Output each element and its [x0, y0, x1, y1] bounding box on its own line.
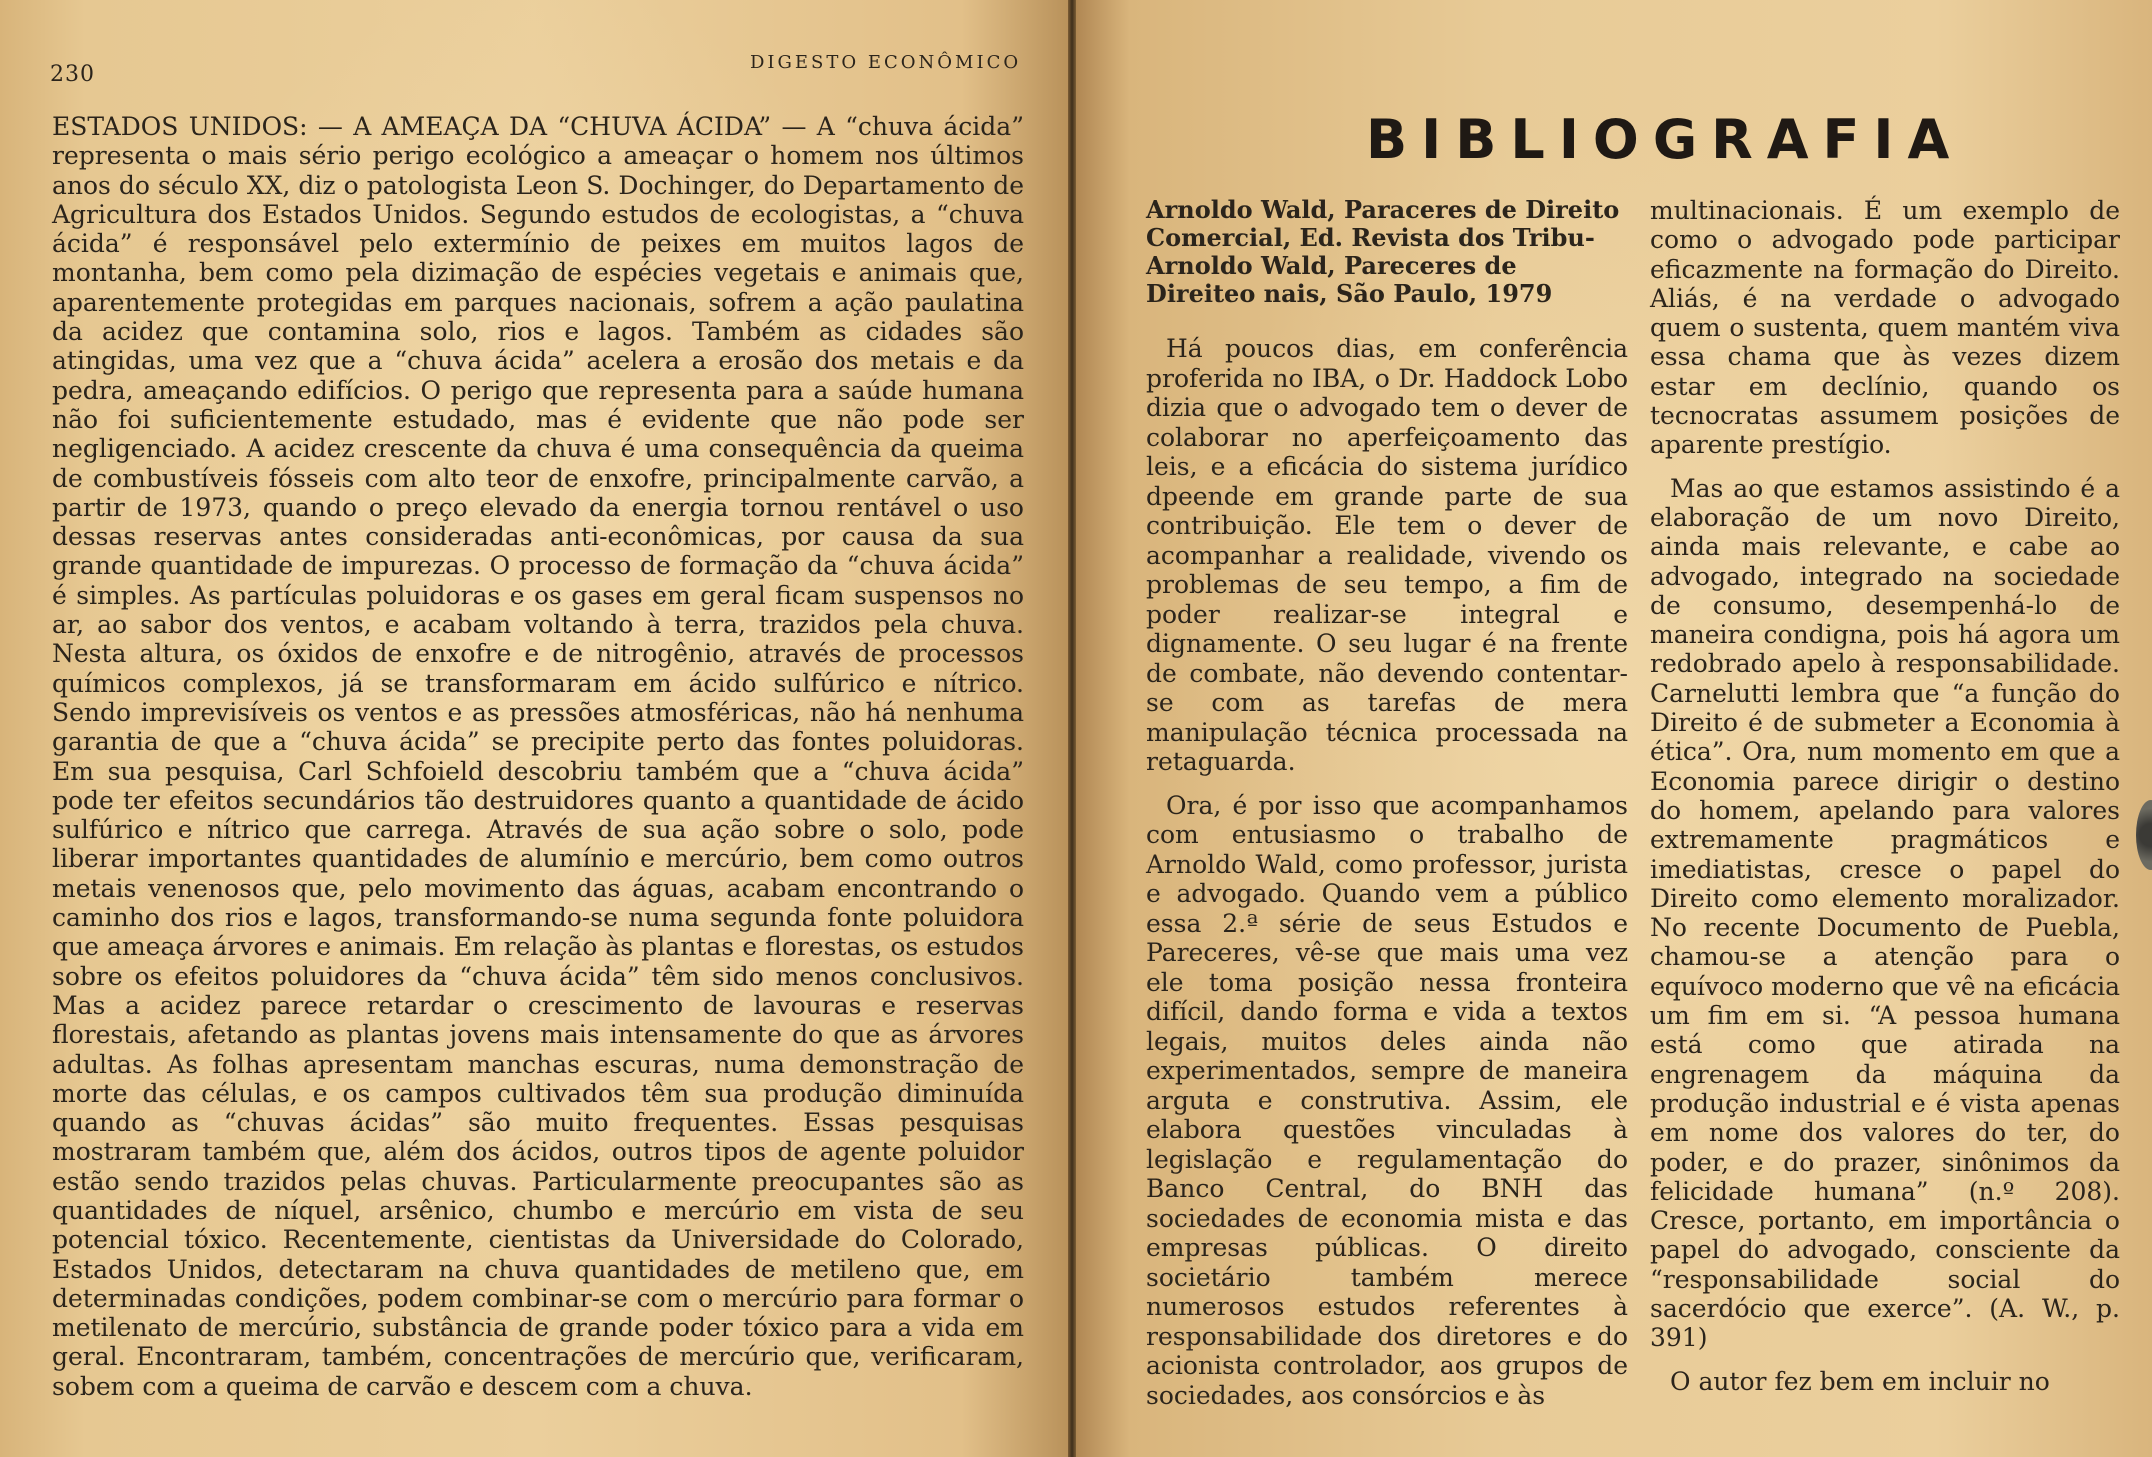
review-column-2 [1650, 196, 2120, 1396]
page-number: 230 [50, 62, 95, 87]
book-reference: Arnoldo Wald, Paraceres de Direito Comercial, Ed. Revista dos Tribu- Arnoldo Wald, Pareceres de Direiteo nais, São Paulo, 1979 [1146, 195, 1620, 308]
running-head [50, 52, 1030, 92]
journal-title: DIGESTO ECONÔMICO [750, 52, 1022, 73]
right-page [1076, 0, 2152, 1457]
review-paragraph: Ora, é por isso que acompanhamos com entusiasmo o trabalho de Arnoldo Wald, como professor, jurista e advogado. Quando vem a público essa 2.ª série de seus Estudos e Pareceres, vê-se que mais uma vez ele toma posição nessa fronteira difícil, dando forma e vida a textos legais, muitos deles ainda não experimentados, sempre de maneira arguta e construtiva. Assim, ele elabora questões vinculadas à legislação e regulamentação do Banco Central, do BNH das sociedades de economia mista e das empresas públicas. O direito societário também merece numerosos estudos referentes à responsabilidade dos diretores e do acionista controlador, aos grupos de sociedades, aos consórcios e às [1146, 790, 1628, 1410]
review-paragraph: Mas ao que estamos assistindo é a elaboração de um novo Direito, ainda mais relevante, e cabe ao advogado, integrado na sociedade de consumo, desempenhá-lo de maneira condigna, pois há agora um redobrado apelo à responsabilidade. Carnelutti lembra que “a função do Direito é de submeter a Economia à ética”. Ora, num momento em que a Economia parece dirigir o destino do homem, apelando para valores extremamente pragmáticos e imediatistas, cresce o papel do Direito como elemento moralizador. No recente Documento de Puebla, chamou-se a atenção para o equívoco moderno que vê na eficácia um fim em si. “A pessoa humana está como que atirada na engrenagem da máquina da produção industrial e é vista apenas em nome dos valores do ter, do poder, e do prazer, sinônimos da felicidade humana” (n.º 208). Cresce, portanto, em importância o papel do advogado, consciente da “responsabilidade social do sacerdócio que exerce”. (A. W., p. 391) [1650, 473, 2120, 1353]
review-column-1 [1146, 196, 1628, 1424]
left-page [0, 0, 1068, 1457]
review-paragraph: Há poucos dias, em conferência proferida no IBA, o Dr. Haddock Lobo dizia que o advogado tem o dever de colaborar no aperfeiçoamento das leis, e a eficácia do sistema jurídico dpeende em grande parte de sua contribuição. Ele tem o dever de acompanhar a realidade, vivendo os problemas de seu tempo, a fim de poder realizar-se integral e dignamente. O seu lugar é na frente de combate, não devendo contentar-se com as tarefas de mera manipulação técnica processada na retaguarda. [1146, 334, 1628, 776]
acid-rain-article: ESTADOS UNIDOS: — A AMEAÇA DA “CHUVA ÁCIDA” — A “chuva ácida” representa o mais sério perigo ecológico a ameaçar o homem nos últimos anos do século XX, diz o patologista Leon S. Dochinger, do Departamento de Agricultura dos Estados Unidos. Segundo estudos de ecologistas, a “chuva ácida” é responsável pelo extermínio de peixes em muitos lagos de montanha, bem como pela dizimação de espécies vegetais e animais que, aparentemente protegidas em parques nacionais, sofrem a ação paulatina da acidez que contamina solo, rios e lagos. Também as cidades são atingidas, uma vez que a “chuva ácida” acelera a erosão dos metais e da pedra, ameaçando edifícios. O perigo que representa para a saúde humana não foi suficientemente estudado, mas é evidente que não pode ser negligenciado. A acidez crescente da chuva é uma consequência da queima de combustíveis fósseis com alto teor de enxofre, principalmente carvão, a partir de 1973, quando o preço elevado da energia tornou rentável o uso dessas reservas antes consideradas anti-econômicas, por causa da sua grande quantidade de impurezas. O processo de formação da “chuva ácida” é simples. As partículas poluidoras e os gases em geral ficam suspensos no ar, ao sabor dos ventos, e acabam voltando à terra, trazidos pela chuva. Nesta altura, os óxidos de enxofre e de nitrogênio, através de processos químicos complexos, já se transformaram em ácido sulfúrico e nítrico. Sendo imprevisíveis os ventos e as pressões atmosféricas, não há nenhuma garantia de que a “chuva ácida” se precipite perto das fontes poluidoras. Em sua pesquisa, Carl Schfoield descobriu também que a “chuva ácida” pode ter efeitos secundários tão destruidores quanto a quantidade de ácido sulfúrico e nítrico que carrega. Através de sua ação sobre o solo, pode liberar importantes quantidades de alumínio e mercúrio, bem como outros metais venenosos que, pelo movimento das águas, acabam encontrando o caminho dos rios e lagos, transformando-se numa segunda fonte poluidora que ameaça árvores e animais. Em relação às plantas e florestas, os estudos sobre os efeitos poluidores da “chuva ácida” têm sido menos conclusivos. Mas a acidez parece retardar o crescimento de lavouras e reservas florestais, afetando as plantas jovens mais intensamente do que as árvores adultas. As folhas apresentam manchas escuras, numa demonstração de morte das células, e os campos cultivados têm sua produção diminuída quando as “chuvas ácidas” são muito frequentes. Essas pesquisas mostraram também que, além dos ácidos, outros tipos de agente poluidor estão sendo trazidos pelas chuvas. Particularmente preocupantes são as quantidades de níquel, arsênico, chumbo e mercúrio em vista de seu potencial tóxico. Recentemente, cientistas da Universidade do Colorado, Estados Unidos, detectaram na chuva quantidades de metileno que, em determinadas condições, podem combinar-se com o mercúrio para formar o metilenato de mercúrio, substância de grande poder tóxico para a vida em geral. Encontraram, também, concentrações de mercúrio que, verificaram, sobem com a queima de carvão e descem com a chuva. [52, 112, 1024, 1401]
review-paragraph: multinacionais. É um exemplo de como o advogado pode participar eficazmente na formação do Direito. Aliás, é na verdade o advogado quem o sustenta, quem mantém viva essa chama que às vezes dizem estar em declínio, quando os tecnocratas assumem posições de aparente prestígio. [1650, 196, 2120, 460]
review-paragraph: O autor fez bem em incluir no [1670, 1366, 2050, 1396]
page-edge-stain [2136, 800, 2152, 870]
book-gutter [1068, 0, 1076, 1457]
section-title: BIBLIOGRAFIA [1366, 108, 1964, 171]
